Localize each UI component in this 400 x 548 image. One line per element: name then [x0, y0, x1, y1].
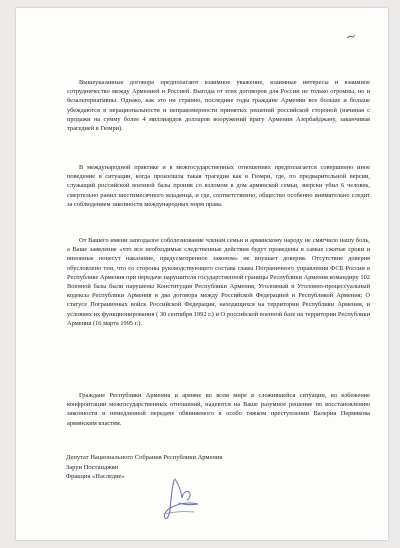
paragraph-2 [67, 163, 370, 218]
paragraph-text: В международной практике и в межгосударственных отношениях предполагается совершенно иное поведение в ситуации, когда произошла такая трагедия как в Гюмри, где, по предварительной версии, служащий российской военной базы проник со взломом в дом армянской семьи, зверски убил 6 человек, смертельно ранил шестимесячного младенца, и где, соответственно, общество особенно внимательно следит за соблюдением законности международных норм права. [67, 164, 370, 208]
handwritten-signature [152, 474, 210, 522]
paragraph-text: От Вашего имени запоздалое соболезнование членам семьи и армянскому народу не смягчило нашу боль, а Ваше заявление «что все необходимые следственные действия будут проведены в самые сжатые сроки и виновные понесут наказание, предусмотренное законом» не внушает доверия. Отсутствие доверия обусловлено тем, что со стороны руководствующего состава главы Пограничного управления ФСБ России в Республике Армения при передаче нарушителя государственной границы Республики Армения командиру 102 Военной базы были нарушены Конституция Республики Армения, Уголовный и Уголовно-процессуальный кодексы Республики Армения и два договора между Российской Федерацией и Республикой Армения: О статусе Пограничных войск Российской Федерации, находящихся на территории Республики Армения, и условиях их функционирования ( 30 сентября 1992 г.) и О российской военной базе на территории Республики Армения (16 марта 1995 г.). [67, 237, 370, 327]
signer-name: Заруи Постанджян [66, 463, 119, 471]
paragraph-text: Граждане Республики Армения и армяне во всем мире в сложившейся ситуации, во избежение конфронтации межгосударственных отношений, надеются на Ваше разумное решение по восстановлению законности и немедленной передаче обвиняемого в особо тяжком преступлении Валерия Пермякова армянским властям. [67, 392, 370, 427]
signer-position: Депутат Национального Собрания Республики Армения [66, 454, 223, 461]
letter-page [16, 8, 388, 540]
paragraph-text: Вышеуказанные договора предполагают взаимное уважение, взаимные интересы и взаимное сотрудничество между Арменией и Россией. Выгоды от этих договоров для России не только огромны, но и безальтернативны. Однако, как это ни странно, последние годы граждане Армении все больше и больше убеждаются в нерациональности и неправомерности принятых решений российской стороной (начиная с продажи на сумму более 4 миллиардов долларов вооружений врагу Армении Азербайджану, заканчивая трагедией в Гюмри). [67, 79, 370, 133]
paragraph-1 [67, 78, 370, 142]
paragraph-4 [67, 391, 370, 437]
pen-mark [346, 34, 356, 40]
paragraph-3 [67, 236, 370, 337]
signer-faction: Фракция «Наследие» [66, 473, 125, 480]
